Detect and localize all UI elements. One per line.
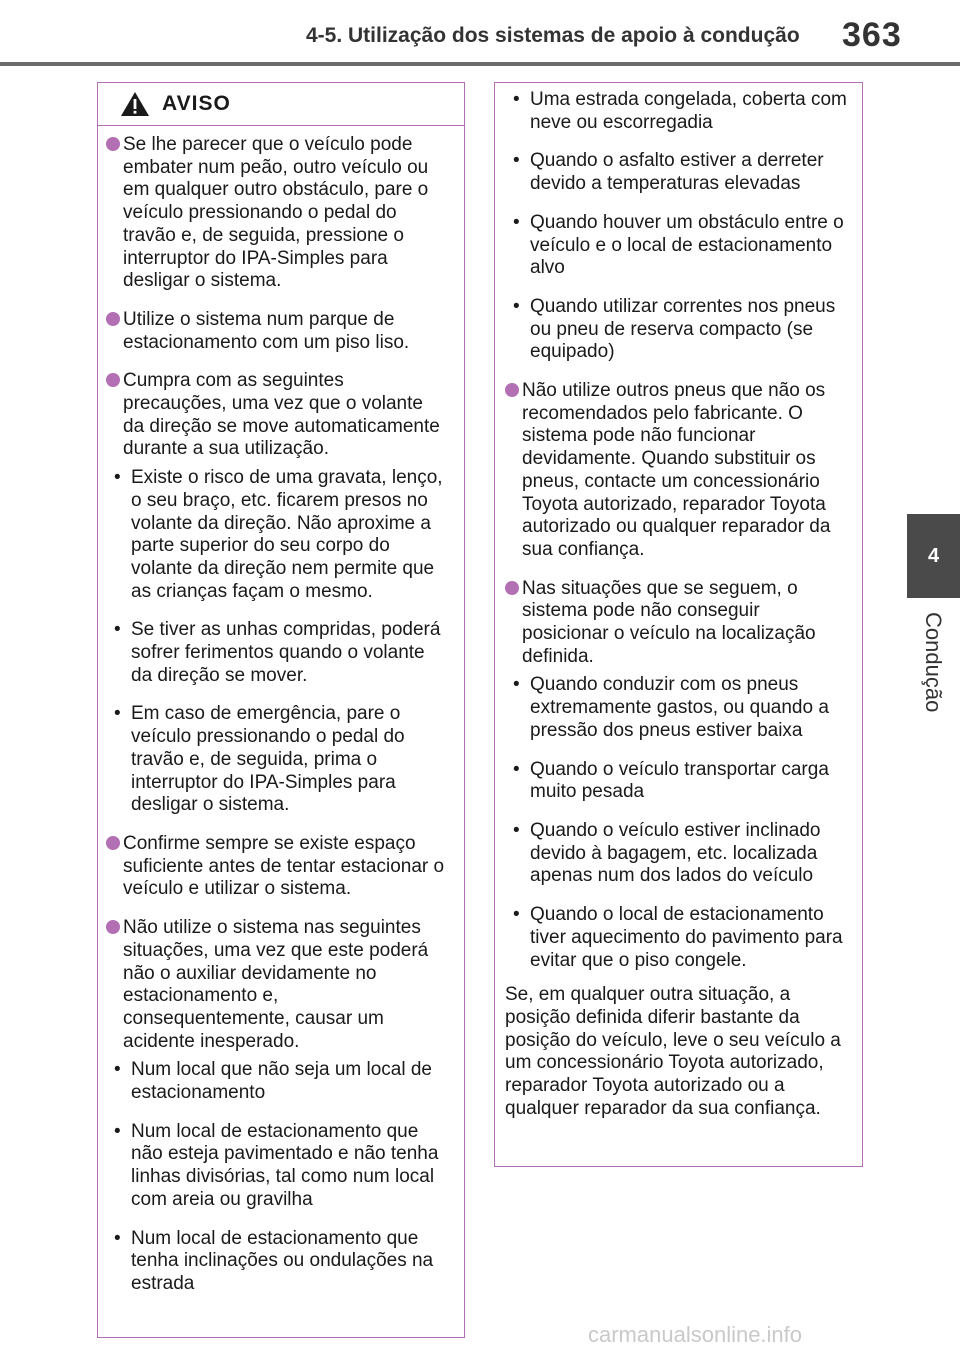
bullet-icon: • [114,1059,121,1081]
chapter-number: 4 [927,544,940,567]
warning-triangle-icon [120,91,150,117]
closing-paragraph: Se, em qualquer outra situação, a posição definida diferir bastante da posição do veículo, leve o seu veículo a um concessionário Toyota autorizado, reparador Toyota autorizado ou a qualquer reparador da sua confiança. [505,984,841,1119]
bullet-list-item [505,820,848,888]
bullet-icon: • [513,674,520,696]
bullet-icon: • [513,904,520,926]
chapter-name: Condução [921,612,946,713]
list-item-text: Utilize o sistema num parque de estacionamento com um piso liso. [123,308,410,353]
list-item-text: Em caso de emergência, pare o veículo pressionando o pedal do travão e, de seguida, prima o interruptor do IPA-Simples para desligar o sistema. [131,703,405,816]
bullet-list-item [106,619,448,687]
dot-list-item [505,578,848,669]
bullet-list-item [106,1059,448,1104]
bullet-dot-icon [106,836,120,850]
list-item-text: Quando o local de estacionamento tiver aquecimento do pavimento para evitar que o piso congele. [530,904,843,971]
list-item-text: Uma estrada congelada, coberta com neve ou escorregadia [530,89,847,133]
list-item-text: Cumpra com as seguintes precauções, uma vez que o volante da direção se move automaticamente durante a sua utilização. [123,370,440,460]
dot-list-item [106,833,448,901]
list-item-text: Quando o asfalto estiver a derreter devido a temperaturas elevadas [530,150,824,195]
bullet-list-item [505,674,848,742]
bullet-list-item [505,212,848,280]
dot-list-item [106,134,448,293]
bullet-list-item [106,1121,448,1212]
list-item-text: Não utilize outros pneus que não os recomendados pelo fabricante. O sistema pode não funcionar devidamente. Quando substituir os pneus, contacte um concessionário Toyota autorizado, reparador Toyota autorizado ou qualquer reparador da sua confiança. [522,380,831,560]
bullet-list-item [505,759,848,804]
bullet-icon: • [513,295,520,317]
bullet-list-item [505,296,848,364]
continuation-content [495,83,862,972]
warning-title: AVISO [162,92,231,115]
dot-list-item [106,370,448,461]
bullet-list-item [106,703,448,817]
list-item-text: Não utilize o sistema nas seguintes situações, uma vez que este poderá não o auxiliar devidamente no estacionamento e, consequentemente, causar um acidente inesperado. [123,917,429,1052]
bullet-dot-icon [106,312,120,326]
warning-header [98,83,464,126]
list-item-text: Se tiver as unhas compridas, poderá sofrer ferimentos quando o volante da direção se mover. [131,619,441,686]
list-item-text: Num local de estacionamento que não esteja pavimentado e não tenha linhas divisórias, tal como num local com areia ou gravilha [131,1120,439,1210]
bullet-dot-icon [505,581,519,595]
list-item-text: Quando conduzir com os pneus extremamente gastos, ou quando a pressão dos pneus estiver baixa [530,674,829,741]
dot-list-item [106,917,448,1053]
list-item-text: Quando o veículo estiver inclinado devido à bagagem, etc. localizada apenas num dos lados do veículo [530,819,821,887]
bullet-list-item [106,1228,448,1296]
list-item-text: Nas situações que se seguem, o sistema pode não conseguir posicionar o veículo na localização definida. [522,577,816,667]
section-title: 4-5. Utilização dos sistemas de apoio à condução [306,24,800,47]
bullet-icon: • [114,703,121,725]
bullet-icon: • [513,758,520,780]
dot-list-item [106,309,448,354]
bullet-list-item [106,467,448,603]
bullet-list-item [505,150,848,195]
list-item-text: Num local que não seja um local de estacionamento [131,1059,433,1104]
bullet-icon: • [513,819,520,841]
watermark: carmanualsonline.info [588,1322,803,1347]
bullet-icon: • [114,1227,121,1249]
bullet-list-item [505,89,848,134]
continuation-box [494,82,863,1167]
list-item-text: Num local de estacionamento que tenha inclinações ou ondulações na estrada [131,1227,434,1294]
header-rule [0,62,960,66]
list-item-text: Se lhe parecer que o veículo pode embater num peão, outro veículo ou em qualquer outro obstáculo, pare o veículo pressionando o pedal do travão e, de seguida, pressione o interruptor do IPA-Simples para desligar o sistema. [123,134,429,292]
warning-content [98,126,464,1296]
bullet-icon: • [513,150,520,172]
bullet-icon: • [513,89,520,110]
list-item-text: Quando utilizar correntes nos pneus ou pneu de reserva compacto (se equipado) [530,295,836,363]
dot-list-item [505,380,848,562]
warning-box [97,82,465,1338]
bullet-icon: • [513,211,520,233]
bullet-icon: • [114,467,121,489]
bullet-dot-icon [106,920,120,934]
bullet-icon: • [114,619,121,641]
bullet-icon: • [114,1120,121,1142]
list-item-text: Confirme sempre se existe espaço suficiente antes de tentar estacionar o veículo e utilizar o sistema. [123,832,445,900]
list-item-text: Existe o risco de uma gravata, lenço, o seu braço, etc. ficarem presos no volante da direção. Não aproxime a parte superior do seu corpo do volante da direção nem permite que as crianças façam o mesmo. [131,467,443,602]
bullet-dot-icon [505,383,519,397]
list-item-text: Quando o veículo transportar carga muito pesada [530,758,829,803]
bullet-dot-icon [106,373,120,387]
chapter-tab[interactable] [907,514,960,598]
bullet-dot-icon [106,137,120,151]
bullet-list-item [505,904,848,972]
page-number: 363 [842,16,902,54]
list-item-text: Quando houver um obstáculo entre o veículo e o local de estacionamento alvo [530,211,844,279]
